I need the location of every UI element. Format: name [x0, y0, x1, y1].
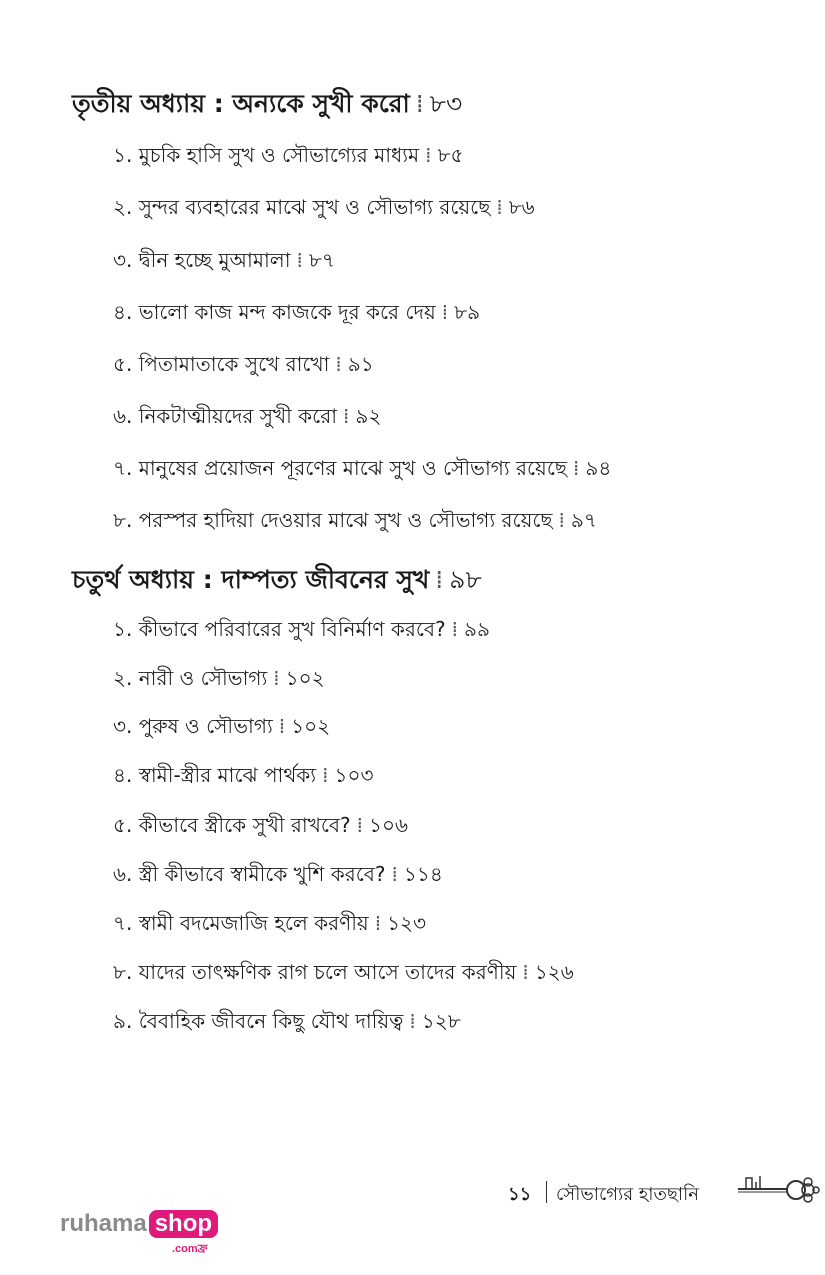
separator: ⁞ [322, 763, 329, 787]
separator: ⁞ [558, 508, 565, 532]
page-number: ১০২ [291, 714, 331, 738]
page-number: ১১৪ [403, 862, 443, 886]
toc-item [113, 454, 611, 487]
separator: ⁞ [435, 565, 444, 594]
toc-item [113, 958, 574, 991]
page-number: ৯১ [347, 352, 374, 376]
toc-item-label: ৬. নিকটাত্মীয়দের সুখী করো [113, 404, 337, 428]
toc-item [113, 761, 373, 794]
page-number: ১২৬ [534, 960, 574, 984]
separator: ⁞ [451, 617, 458, 641]
page-number: ৯৭ [570, 508, 597, 532]
toc-item-label: ৩. দ্বীন হচ্ছে মুআমালা [113, 248, 291, 272]
footer-page-number: ১১ [508, 1184, 532, 1205]
toc-item [113, 615, 490, 648]
toc-item-label: ৮. পরস্পর হাদিয়া দেওয়ার মাঝে সুখ ও সৌভাগ্য রয়েছে [113, 508, 553, 532]
toc-item-label: ৩. পুরুষ ও সৌভাগ্য [113, 714, 273, 738]
toc-item [113, 909, 426, 942]
ruhamashop-logo [60, 1210, 218, 1255]
toc-item-label: ৪. স্বামী-স্ত্রীর মাঝে পার্থক্য [113, 763, 317, 787]
toc-item-label: ৮. যাদের তাৎক্ষণিক রাগ চলে আসে তাদের করণীয় [113, 960, 517, 984]
page-number: ৮৩ [429, 89, 463, 118]
toc-item [113, 350, 374, 383]
page-number: ১২৮ [421, 1009, 461, 1033]
toc-item-label: ২. সুন্দর ব্যবহারের মাঝে সুখ ও সৌভাগ্য রয়েছে [113, 195, 491, 219]
page-number: ১০৩ [334, 763, 374, 787]
toc-item-label: ৬. স্ত্রী কীভাবে স্বামীকে খুশি করবে? [113, 862, 386, 886]
separator: ⁞ [425, 143, 432, 167]
toc-item-label: ৭. স্বামী বদমেজাজি হলে করণীয় [113, 911, 369, 935]
toc-item-label: ৫. পিতামাতাকে সুখে রাখো [113, 352, 330, 376]
page-number: ১২৩ [387, 911, 427, 935]
toc-item-label: ৫. কীভাবে স্ত্রীকে সুখী রাখবে? [113, 813, 351, 837]
separator: ⁞ [496, 195, 503, 219]
chapter-4-heading [72, 560, 482, 603]
separator: ⁞ [391, 862, 398, 886]
page-number: ৯৯ [463, 617, 490, 641]
separator: ⁞ [374, 911, 382, 935]
toc-item-label: ১. মুচকি হাসি সুখ ও সৌভাগ্যের মাধ্যম [113, 143, 420, 167]
separator: ⁞ [278, 714, 286, 738]
page-number: ৮৬ [508, 195, 535, 219]
separator: ⁞ [441, 300, 449, 324]
logo-domain-text: .comফ্র [172, 1243, 208, 1255]
footer-divider [546, 1181, 547, 1203]
toc-item [113, 860, 443, 893]
toc-item-label: ৪. ভালো কাজ মন্দ কাজকে দূর করে দেয় [113, 300, 436, 324]
toc-item [113, 402, 381, 435]
logo-brand-text: ruhama [60, 1210, 147, 1237]
separator: ⁞ [335, 352, 342, 376]
page-number: ৯৮ [449, 565, 482, 594]
toc-item-label: ২. নারী ও সৌভাগ্য [113, 666, 268, 690]
toc-item-label: ১. কীভাবে পরিবারের সুখ বিনির্মাণ করবে? [113, 617, 446, 641]
toc-item [113, 141, 463, 174]
separator: ⁞ [573, 456, 580, 480]
page-number: ১০৬ [369, 813, 409, 837]
separator: ⁞ [356, 813, 364, 837]
toc-item [113, 664, 325, 697]
toc-item [113, 246, 335, 279]
chapter-3-heading [72, 84, 462, 127]
toc-item [113, 1007, 461, 1040]
toc-item-label: ৭. মানুষের প্রয়োজন পূরণের মাঝে সুখ ও সৌভাগ্য রয়েছে [113, 456, 567, 480]
page-number: ১০২ [285, 666, 325, 690]
separator: ⁞ [343, 404, 350, 428]
key-ornament-icon [736, 1168, 821, 1210]
toc-item [113, 298, 480, 331]
separator: ⁞ [296, 248, 303, 272]
page-number: ৯৪ [585, 456, 612, 480]
page-number: ৮৯ [454, 300, 481, 324]
page-number: ৮৭ [308, 248, 335, 272]
chapter-title: তৃতীয় অধ্যায় : অন্যকে সুখী করো [72, 89, 410, 118]
toc-item [113, 506, 597, 539]
page-number: ৯২ [355, 404, 382, 428]
toc-item [113, 811, 408, 844]
chapter-title: চতুর্থ অধ্যায় : দাম্পত্য জীবনের সুখ [72, 565, 430, 594]
separator: ⁞ [415, 89, 424, 118]
separator: ⁞ [409, 1009, 416, 1033]
footer-book-title: সৌভাগ্যের হাতছানি [556, 1184, 700, 1205]
separator: ⁞ [522, 960, 529, 984]
logo-shop-badge: shop [149, 1210, 218, 1238]
toc-item-label: ৯. বৈবাহিক জীবনে কিছু যৌথ দায়িত্ব [113, 1009, 404, 1033]
separator: ⁞ [273, 666, 280, 690]
toc-item [113, 193, 535, 226]
page-number: ৮৫ [437, 143, 464, 167]
toc-item [113, 712, 330, 745]
